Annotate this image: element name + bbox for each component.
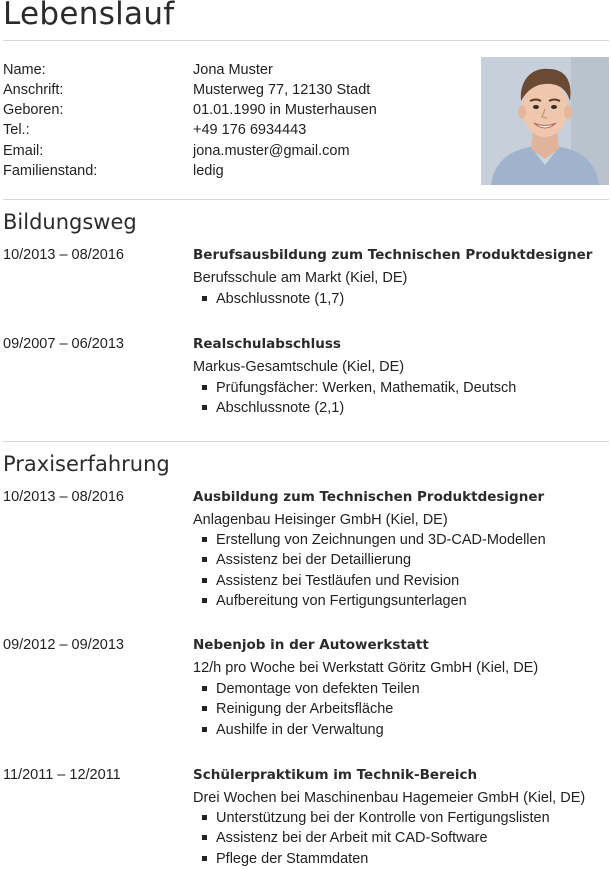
entry-title: Ausbildung zum Technischen Produktdesigner — [193, 489, 545, 505]
page-title: Lebenslauf — [3, 0, 175, 32]
list-item: Prüfungsfächer: Werken, Mathematik, Deutsch — [193, 378, 516, 398]
entry-date: 10/2013 – 08/2016 — [3, 489, 124, 505]
entry-title: Nebenjob in der Autowerkstatt — [193, 637, 429, 653]
value-phone: +49 176 6934443 — [193, 122, 307, 138]
entry-date: 09/2007 – 06/2013 — [3, 336, 124, 352]
divider — [3, 199, 609, 200]
list-item: Assistenz bei Testläufen und Revision — [193, 571, 546, 591]
entry-company: Anlagenbau Heisinger GmbH (Kiel, DE) — [193, 512, 448, 528]
label-born: Geboren: — [3, 102, 64, 118]
entry-company: 12/h pro Woche bei Werkstatt Göritz GmbH (Kiel, DE) — [193, 660, 539, 676]
entry-institution: Markus-Gesamtschule (Kiel, DE) — [193, 359, 405, 375]
entry-date: 11/2011 – 12/2011 — [3, 767, 121, 783]
value-name: Jona Muster — [193, 62, 273, 78]
list-item: Unterstützung bei der Kontrolle von Fertigungslisten — [193, 808, 550, 828]
value-born: 01.01.1990 in Musterhausen — [193, 102, 377, 118]
label-email: Email: — [3, 143, 44, 159]
list-item: Pflege der Stammdaten — [193, 849, 550, 869]
value-address: Musterweg 77, 12130 Stadt — [193, 82, 371, 98]
entry-bullet-list — [193, 530, 546, 611]
section-heading-experience: Praxiserfahrung — [3, 452, 170, 476]
entry-bullet-list — [193, 808, 550, 869]
entry-bullet-list — [193, 289, 344, 309]
list-item: Demontage von defekten Teilen — [193, 679, 420, 699]
entry-company: Drei Wochen bei Maschinenbau Hagemeier GmbH (Kiel, DE) — [193, 790, 586, 806]
list-item: Assistenz bei der Detaillierung — [193, 550, 546, 570]
entry-title: Berufsausbildung zum Technischen Produktdesigner — [193, 247, 593, 263]
list-item: Aushilfe in der Verwaltung — [193, 720, 420, 740]
entry-date: 10/2013 – 08/2016 — [3, 247, 124, 263]
entry-date: 09/2012 – 09/2013 — [3, 637, 124, 653]
label-marital-status: Familienstand: — [3, 163, 98, 179]
list-item: Erstellung von Zeichnungen und 3D-CAD-Modellen — [193, 530, 546, 550]
entry-bullet-list — [193, 378, 516, 419]
portrait-image — [481, 57, 609, 185]
value-marital-status: ledig — [193, 163, 224, 179]
profile-photo — [481, 57, 609, 185]
entry-title: Schülerpraktikum im Technik-Bereich — [193, 767, 478, 783]
list-item: Abschlussnote (1,7) — [193, 289, 344, 309]
value-email: jona.muster@gmail.com — [193, 143, 350, 159]
list-item: Aufbereitung von Fertigungsunterlagen — [193, 591, 546, 611]
divider — [3, 441, 609, 442]
section-heading-education: Bildungsweg — [3, 210, 137, 234]
divider — [3, 40, 609, 41]
label-name: Name: — [3, 62, 46, 78]
list-item: Assistenz bei der Arbeit mit CAD-Software — [193, 828, 550, 848]
list-item: Reinigung der Arbeitsfläche — [193, 699, 420, 719]
label-address: Anschrift: — [3, 82, 64, 98]
entry-title: Realschulabschluss — [193, 336, 341, 352]
entry-bullet-list — [193, 679, 420, 740]
entry-institution: Berufsschule am Markt (Kiel, DE) — [193, 270, 408, 286]
label-phone: Tel.: — [3, 122, 30, 138]
list-item: Abschlussnote (2,1) — [193, 398, 516, 418]
